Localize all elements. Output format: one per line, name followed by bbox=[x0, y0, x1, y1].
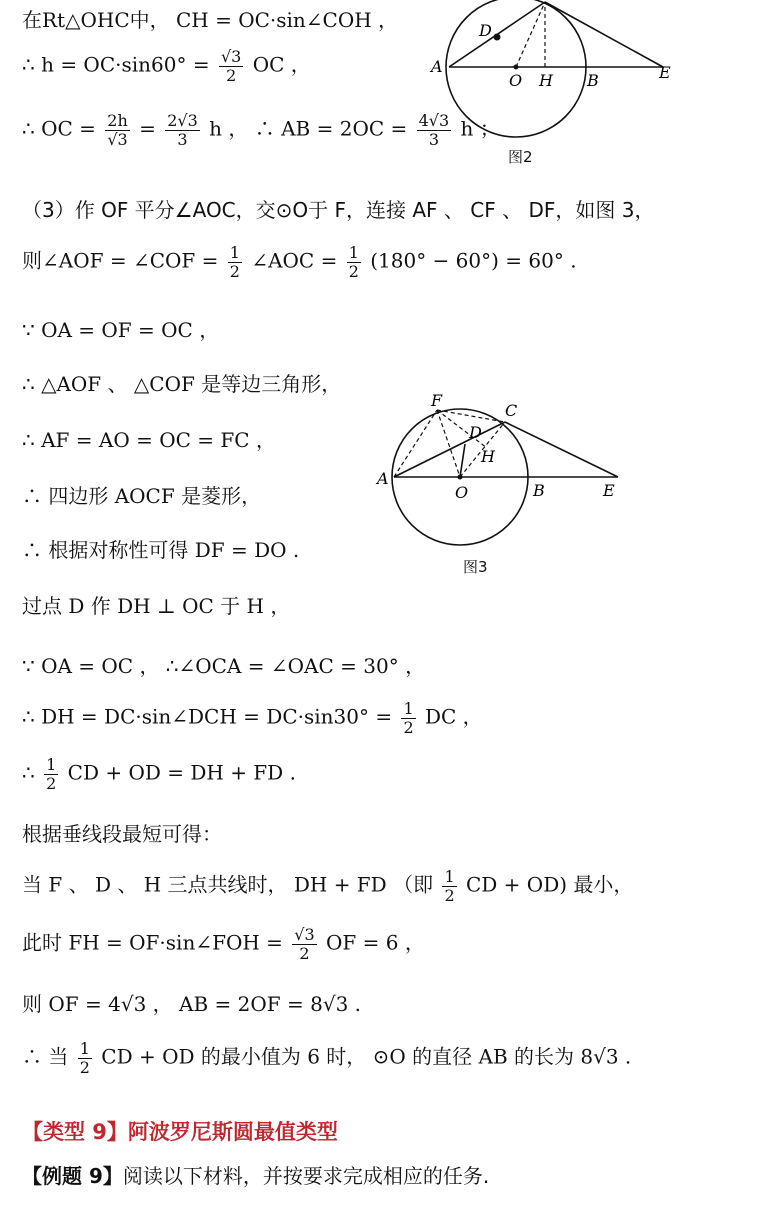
denominator: 2 bbox=[226, 65, 237, 85]
line-4: （3）作 OF 平分∠AOC，交⊙O于 F，连接 AF 、 CF 、 DF，如图 3， bbox=[22, 198, 655, 222]
label-D: D bbox=[469, 423, 482, 442]
line-DO bbox=[460, 444, 465, 477]
denominator: 2 bbox=[403, 717, 414, 737]
numerator: 1 bbox=[229, 243, 240, 262]
text: h ， ∴ AB = 2OC = bbox=[209, 116, 408, 141]
fraction bbox=[442, 868, 456, 904]
text: OF = 6 ， bbox=[326, 930, 425, 955]
line-FC bbox=[437, 410, 505, 422]
label-A: A bbox=[431, 57, 443, 76]
type-heading: 【类型 9】阿波罗尼斯圆最值类型 bbox=[22, 1120, 338, 1144]
text: CD + OD) 最小， bbox=[465, 872, 634, 897]
figure-2-caption: 图2 bbox=[508, 148, 533, 166]
text: CD + OD = DH + FD . bbox=[67, 760, 296, 785]
line-FO bbox=[437, 410, 460, 477]
denominator: 2 bbox=[46, 773, 57, 793]
line-12: ∵ OA = OC ， ∴∠OCA = ∠OAC = 30° ， bbox=[22, 654, 426, 678]
text: ∴ OC = bbox=[22, 116, 96, 141]
point-O bbox=[458, 475, 463, 480]
numerator: 1 bbox=[46, 755, 57, 774]
line-16 bbox=[22, 868, 633, 904]
label-O: O bbox=[509, 71, 523, 90]
point-O bbox=[514, 65, 519, 70]
text: OC ， bbox=[252, 52, 311, 77]
example-text: 阅读以下材料，并按要求完成相应的任务. bbox=[122, 1164, 490, 1188]
line-2 bbox=[22, 48, 311, 84]
label-O: O bbox=[455, 483, 469, 502]
label-B: B bbox=[587, 71, 599, 90]
label-B: B bbox=[533, 481, 545, 500]
numerator: 1 bbox=[403, 699, 414, 718]
figure-3-caption: 图3 bbox=[463, 558, 488, 576]
numerator: √3 bbox=[220, 47, 242, 66]
line-19 bbox=[22, 1040, 631, 1076]
point-D bbox=[494, 34, 501, 41]
line-1: 在Rt△OHC中， CH = OC·sin∠COH ， bbox=[22, 8, 399, 32]
line-10: ∴ 根据对称性可得 DF = DO . bbox=[22, 538, 300, 562]
numerator: 1 bbox=[79, 1039, 90, 1058]
label-A: A bbox=[377, 469, 389, 488]
label-E: E bbox=[659, 63, 671, 82]
text: DC ， bbox=[424, 704, 483, 729]
line-15: 根据垂线段最短可得： bbox=[22, 822, 222, 846]
text: 则∠AOF = ∠COF = bbox=[22, 248, 219, 273]
text: ∴ h = OC·sin60° = bbox=[22, 52, 210, 77]
text: ∴ 当 bbox=[22, 1044, 69, 1069]
denominator: √3 bbox=[107, 129, 128, 149]
text: CD + OD 的最小值为 6 时， ⊙O 的直径 AB 的长为 8√3 . bbox=[101, 1044, 632, 1069]
text: 此时 FH = OF·sin∠FOH = bbox=[22, 930, 283, 955]
text: ∴ DH = DC·sin∠DCH = DC·sin30° = bbox=[22, 704, 393, 729]
label-H: H bbox=[539, 71, 553, 90]
label-F: F bbox=[431, 392, 443, 410]
line-CE bbox=[545, 2, 663, 67]
fraction bbox=[105, 112, 129, 148]
line-13 bbox=[22, 700, 483, 736]
denominator: 3 bbox=[177, 129, 188, 149]
figure-2 bbox=[425, 0, 685, 145]
line-7: ∴ △AOF 、 △COF 是等边三角形， bbox=[22, 372, 342, 396]
label-D: D bbox=[479, 21, 492, 40]
line-18: 则 OF = 4√3 ， AB = 2OF = 8√3 . bbox=[22, 992, 362, 1016]
figure-3 bbox=[375, 392, 635, 557]
denominator: 2 bbox=[79, 1057, 90, 1077]
fraction bbox=[165, 112, 200, 148]
numerator: 2√3 bbox=[167, 111, 198, 130]
fraction bbox=[347, 244, 361, 280]
line-11: 过点 D 作 DH ⊥ OC 于 H ， bbox=[22, 594, 291, 618]
text: = bbox=[139, 116, 156, 141]
numerator: 4√3 bbox=[418, 111, 450, 130]
line-5 bbox=[22, 244, 577, 280]
text: (180° − 60°) = 60° . bbox=[370, 248, 577, 273]
line-6: ∵ OA = OF = OC ， bbox=[22, 318, 220, 342]
numerator: 1 bbox=[444, 867, 455, 886]
denominator: 2 bbox=[444, 885, 455, 905]
line-9: ∴ 四边形 AOCF 是菱形， bbox=[22, 484, 262, 508]
text: ∠AOC = bbox=[251, 248, 338, 273]
line-14 bbox=[22, 756, 296, 792]
numerator: 2h bbox=[107, 111, 128, 130]
label-C: C bbox=[505, 401, 518, 420]
denominator: 2 bbox=[348, 261, 359, 281]
example-line bbox=[22, 1164, 489, 1188]
text: 当 F 、 D 、 H 三点共线时， DH + FD （即 bbox=[22, 872, 434, 897]
label-H: H bbox=[481, 447, 495, 466]
line-8: ∴ AF = AO = OC = FC ， bbox=[22, 428, 276, 452]
line-17 bbox=[22, 926, 425, 962]
numerator: √3 bbox=[294, 925, 315, 944]
fraction bbox=[401, 700, 415, 736]
fraction bbox=[44, 756, 58, 792]
fraction bbox=[228, 244, 242, 280]
label-E: E bbox=[603, 481, 615, 500]
text: h ； bbox=[460, 116, 500, 141]
denominator: 2 bbox=[299, 943, 310, 963]
numerator: 1 bbox=[348, 243, 359, 262]
denominator: 2 bbox=[229, 261, 240, 281]
fraction bbox=[78, 1040, 92, 1076]
therefore-symbol: ∴ bbox=[22, 760, 35, 785]
fraction bbox=[292, 926, 316, 962]
fraction bbox=[219, 48, 243, 84]
denominator: 3 bbox=[428, 129, 439, 149]
example-label: 【例题 9】 bbox=[22, 1164, 123, 1188]
